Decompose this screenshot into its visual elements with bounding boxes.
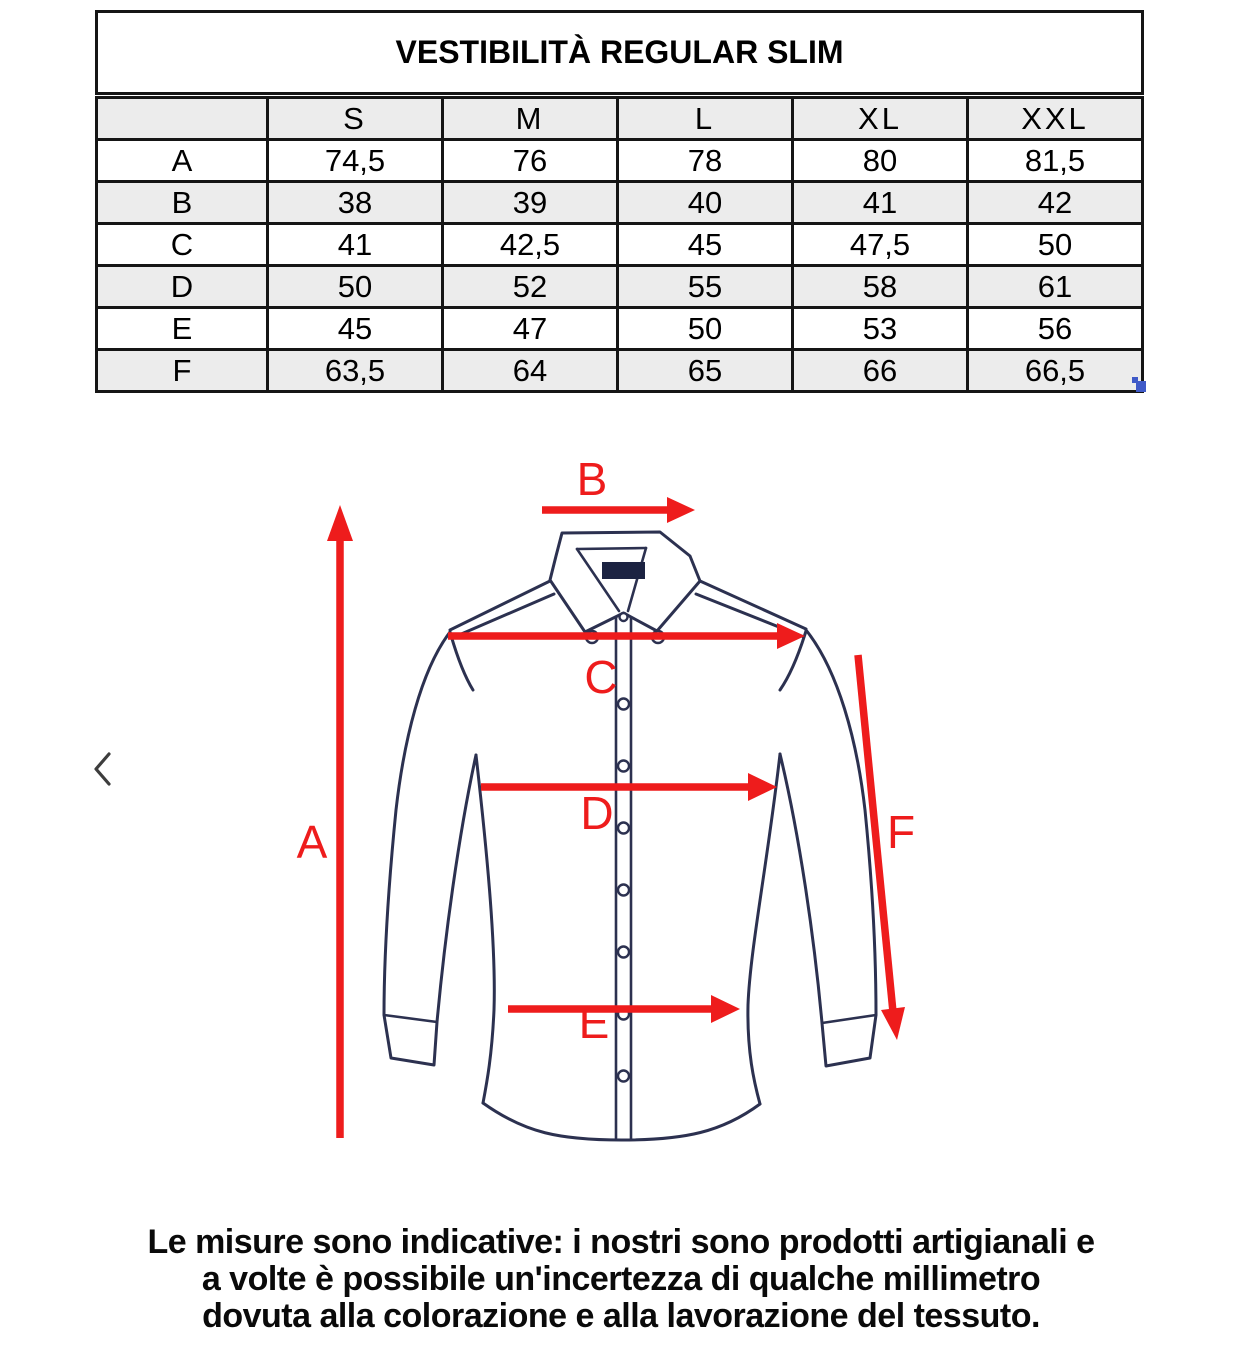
size-value-cell: 41 — [268, 224, 443, 266]
size-value-cell: 38 — [268, 182, 443, 224]
size-value-cell: 76 — [443, 140, 618, 182]
button — [618, 761, 629, 772]
note-line-3: dovuta alla colorazione e alla lavorazione del tessuto. — [202, 1297, 1040, 1335]
shirt-outline — [384, 532, 876, 1140]
size-value-cell: 50 — [618, 308, 793, 350]
collar-button — [620, 613, 628, 621]
shirt-measurement-diagram — [0, 440, 1242, 1200]
size-row — [97, 308, 1143, 350]
size-table-body — [97, 140, 1143, 392]
size-value-cell: 50 — [268, 266, 443, 308]
size-value-cell: 58 — [793, 266, 968, 308]
size-value-cell: 61 — [968, 266, 1143, 308]
measure-label-cell: C — [97, 224, 268, 266]
button — [618, 1071, 629, 1082]
size-value-cell: 66,5 — [968, 350, 1143, 392]
size-chart — [95, 10, 1144, 393]
measure-label-cell: B — [97, 182, 268, 224]
size-value-cell: 42,5 — [443, 224, 618, 266]
button — [618, 699, 629, 710]
size-column-header: S — [268, 98, 443, 140]
size-column-header: L — [618, 98, 793, 140]
size-value-cell: 52 — [443, 266, 618, 308]
arrow-label-c: C — [584, 651, 618, 703]
button — [618, 823, 629, 834]
size-table — [95, 96, 1144, 393]
size-column-header: M — [443, 98, 618, 140]
size-value-cell: 45 — [268, 308, 443, 350]
corner-cell — [97, 98, 268, 140]
measure-label-cell: A — [97, 140, 268, 182]
size-row — [97, 266, 1143, 308]
size-value-cell: 74,5 — [268, 140, 443, 182]
size-value-cell: 41 — [793, 182, 968, 224]
button — [618, 947, 629, 958]
size-chart-title: VESTIBILITÀ REGULAR SLIM — [95, 10, 1144, 95]
size-value-cell: 50 — [968, 224, 1143, 266]
size-value-cell: 78 — [618, 140, 793, 182]
size-value-cell: 47 — [443, 308, 618, 350]
size-row — [97, 350, 1143, 392]
arrow-label-e: E — [578, 996, 610, 1048]
measure-label-cell: E — [97, 308, 268, 350]
size-table-head — [97, 98, 1143, 140]
size-column-header: XL — [793, 98, 968, 140]
arrow-label-f: F — [886, 806, 916, 858]
size-row — [97, 224, 1143, 266]
note-line-2: a volte è possibile un'incertezza di qualche millimetro — [201, 1260, 1041, 1298]
size-value-cell: 56 — [968, 308, 1143, 350]
size-row — [97, 182, 1143, 224]
size-value-cell: 65 — [618, 350, 793, 392]
arrow-label-d: D — [580, 787, 614, 839]
size-value-cell: 66 — [793, 350, 968, 392]
button — [618, 885, 629, 896]
size-value-cell: 42 — [968, 182, 1143, 224]
size-value-cell: 64 — [443, 350, 618, 392]
size-column-header: XXL — [968, 98, 1143, 140]
size-value-cell: 55 — [618, 266, 793, 308]
size-table-header-row — [97, 98, 1143, 140]
selection-handle-icon — [1130, 376, 1148, 394]
note-line-1: Le misure sono indicative: i nostri sono prodotti artigianali e — [147, 1223, 1095, 1261]
arrow-label-b: B — [576, 453, 608, 505]
size-value-cell: 81,5 — [968, 140, 1143, 182]
size-value-cell: 80 — [793, 140, 968, 182]
collar-brand-label — [602, 562, 645, 579]
measure-label-cell: F — [97, 350, 268, 392]
size-value-cell: 45 — [618, 224, 793, 266]
size-row — [97, 140, 1143, 182]
size-value-cell: 63,5 — [268, 350, 443, 392]
size-value-cell: 40 — [618, 182, 793, 224]
size-value-cell: 53 — [793, 308, 968, 350]
size-value-cell: 39 — [443, 182, 618, 224]
measure-label-cell: D — [97, 266, 268, 308]
arrow-label-a: A — [296, 816, 328, 868]
size-value-cell: 47,5 — [793, 224, 968, 266]
measurement-note — [0, 1224, 1242, 1335]
